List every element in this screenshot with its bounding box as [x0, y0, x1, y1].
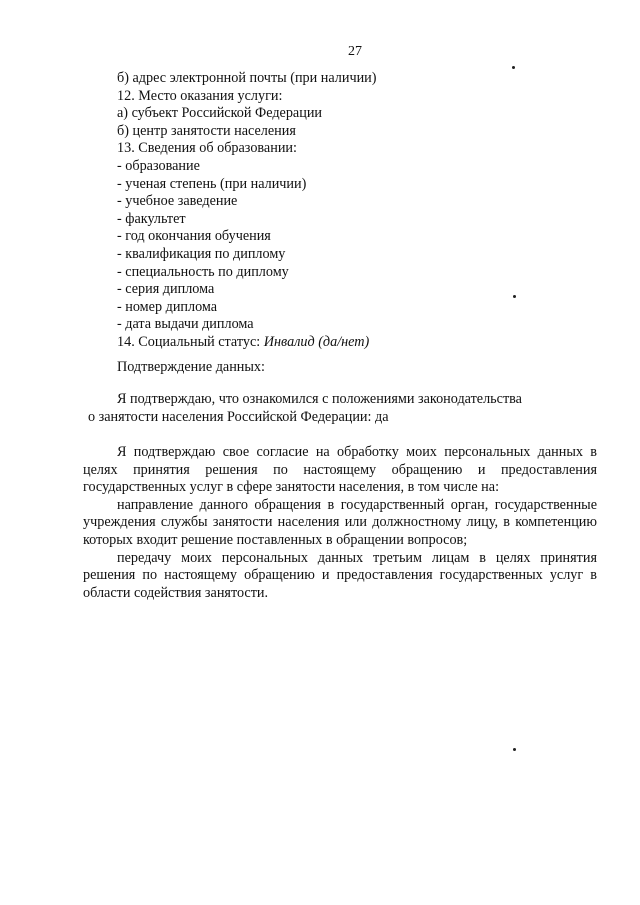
- list-item: - ученая степень (при наличии): [117, 175, 307, 192]
- list-item: - дата выдачи диплома: [117, 316, 254, 333]
- social-status-line: [117, 334, 597, 352]
- list-item: - специальность по диплому: [117, 263, 289, 280]
- list-item: - квалификация по диплому: [117, 245, 286, 262]
- list-item: - год окончания обучения: [117, 228, 271, 245]
- list-item: - факультет: [117, 210, 186, 227]
- list-item: - серия диплома: [117, 281, 215, 298]
- consent-paragraph: Я подтверждаю свое согласие на обработку моих персональных данных в целях принятия решения по настоящему обращению и предоставления государственных услуг в сфере занятости населения, в том числе на:: [83, 444, 597, 496]
- confirmation-heading: Подтверждение данных:: [117, 359, 265, 375]
- list-item: б) центр занятости населения: [117, 122, 296, 139]
- list-item: 13. Сведения об образовании:: [117, 140, 297, 157]
- list-item: а) субъект Российской Федерации: [117, 105, 323, 122]
- list-item: - образование: [117, 157, 200, 174]
- acknowledgement-line-1: Я подтверждаю, что ознакомился с положениями законодательства: [117, 391, 522, 407]
- list-item: б) адрес электронной почты (при наличии): [117, 70, 377, 86]
- consent-paragraph: передачу моих персональных данных третьим лицам в целях принятия решения по настоящему обращению и предоставления государственных услуг в области содействия занятости.: [83, 549, 597, 601]
- list-item: - учебное заведение: [117, 193, 238, 210]
- list-item: - номер диплома: [117, 298, 218, 315]
- consent-block: [83, 444, 597, 602]
- scan-speck: [513, 295, 516, 298]
- acknowledgement-block: [88, 391, 600, 426]
- social-status-value: Инвалид (да/нет): [263, 333, 370, 350]
- scan-speck: [512, 66, 515, 69]
- list-item: 12. Место оказания услуги:: [117, 87, 283, 104]
- page-number: 27: [348, 44, 362, 59]
- acknowledgement-line-2: о занятости населения Российской Федерации: да: [88, 408, 389, 425]
- consent-paragraph: направление данного обращения в государственный орган, государственные учреждения службы занятости населения или должностному лицу, в компетенцию которых входит решение поставленных в обращении вопросов;: [83, 496, 597, 548]
- social-status-label: 14. Социальный статус:: [117, 333, 261, 350]
- scan-speck: [513, 748, 516, 751]
- field-list: [117, 70, 597, 352]
